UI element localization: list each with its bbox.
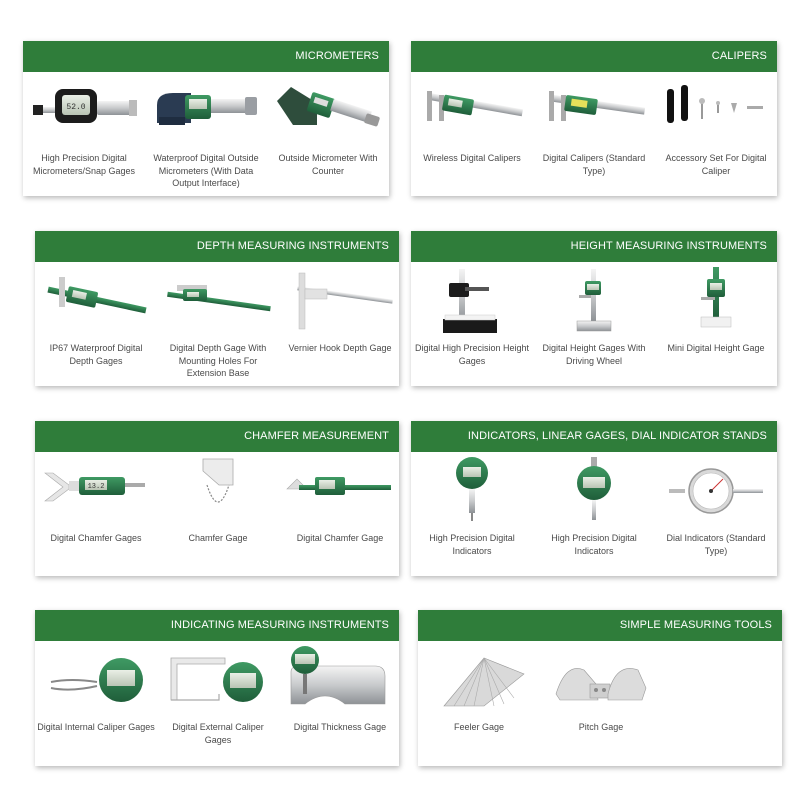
category-card-micrometers[interactable] xyxy=(23,41,389,196)
category-title[interactable]: SIMPLE MEASURING TOOLS xyxy=(418,610,782,641)
depth-gage-mounting-icon[interactable] xyxy=(159,264,277,338)
product-label[interactable]: High Precision Digital Indicators xyxy=(551,533,637,556)
product-label[interactable]: Waterproof Digital Outside Micrometers (With Data Output Interface) xyxy=(153,153,259,188)
product-label[interactable]: High Precision Digital Indicators xyxy=(429,533,515,556)
product-label[interactable]: Mini Digital Height Gage xyxy=(667,343,765,353)
product-item[interactable] xyxy=(411,262,533,367)
product-label[interactable]: Digital High Precision Height Gages xyxy=(414,343,530,366)
product-label[interactable]: Digital Internal Caliper Gages xyxy=(37,722,155,732)
product-label[interactable]: Digital Depth Gage With Mounting Holes For Extension Base xyxy=(169,343,267,378)
thickness-gage-icon[interactable] xyxy=(281,643,399,717)
caliper-accessory-icon[interactable] xyxy=(657,74,775,148)
wireless-caliper-icon[interactable] xyxy=(413,74,531,148)
product-item[interactable] xyxy=(540,641,662,734)
product-label[interactable]: IP67 Waterproof Digital Depth Gages xyxy=(49,343,143,366)
product-label[interactable]: Wireless Digital Calipers xyxy=(423,153,521,163)
product-item[interactable] xyxy=(411,452,533,557)
hook-depth-gage-icon[interactable] xyxy=(281,264,399,338)
waterproof-micrometer-icon[interactable] xyxy=(147,74,265,148)
product-label[interactable]: Digital External Caliper Gages xyxy=(172,722,264,745)
category-card-indicators[interactable] xyxy=(411,421,777,576)
product-item[interactable] xyxy=(418,641,540,734)
external-caliper-gage-icon[interactable] xyxy=(159,643,277,717)
product-label[interactable]: Accessory Set For Digital Caliper xyxy=(665,153,767,176)
product-item[interactable] xyxy=(533,452,655,557)
svg-text:13.2: 13.2 xyxy=(87,483,105,491)
product-item[interactable] xyxy=(267,72,389,190)
product-label[interactable]: Digital Chamfer Gages xyxy=(50,533,142,543)
chamfer-gage-icon[interactable] xyxy=(159,454,277,528)
counter-micrometer-icon[interactable] xyxy=(269,74,387,148)
product-item[interactable] xyxy=(35,641,157,746)
mini-height-gage-icon[interactable] xyxy=(657,264,775,338)
category-card-simple-measuring-tools[interactable] xyxy=(418,610,782,766)
product-item[interactable] xyxy=(157,641,279,746)
digital-micrometer-icon[interactable] xyxy=(25,74,143,148)
product-item[interactable] xyxy=(157,452,279,545)
digital-chamfer-gage-icon[interactable] xyxy=(281,454,399,528)
category-card-calipers[interactable] xyxy=(411,41,777,196)
digital-chamfer-gages-icon[interactable] xyxy=(37,454,155,528)
digital-caliper-icon[interactable] xyxy=(535,74,653,148)
dial-indicator-icon[interactable] xyxy=(657,454,775,528)
product-item[interactable] xyxy=(279,262,401,380)
product-label[interactable]: Pitch Gage xyxy=(578,722,624,732)
product-item[interactable] xyxy=(279,452,401,545)
category-card-chamfer-measurement[interactable] xyxy=(35,421,399,576)
product-label[interactable]: Digital Chamfer Gage xyxy=(296,533,384,543)
ip67-depth-gage-icon[interactable] xyxy=(37,264,155,338)
product-label[interactable]: High Precision Digital Micrometers/Snap Gages xyxy=(32,153,136,176)
height-gage-wheel-icon[interactable] xyxy=(535,264,653,338)
product-label[interactable]: Digital Thickness Gage xyxy=(293,722,387,732)
product-item[interactable] xyxy=(279,641,401,746)
product-item[interactable] xyxy=(411,72,533,177)
product-label[interactable]: Outside Micrometer With Counter xyxy=(278,153,378,176)
category-title[interactable]: MICROMETERS xyxy=(23,41,389,72)
category-title[interactable]: HEIGHT MEASURING INSTRUMENTS xyxy=(411,231,777,262)
product-label[interactable]: Dial Indicators (Standard Type) xyxy=(666,533,766,556)
product-item[interactable] xyxy=(655,262,777,367)
product-label[interactable]: Feeler Gage xyxy=(453,722,505,732)
category-title[interactable]: CALIPERS xyxy=(411,41,777,72)
precision-indicator-icon[interactable] xyxy=(413,454,531,528)
category-title[interactable]: INDICATING MEASURING INSTRUMENTS xyxy=(35,610,399,641)
product-label[interactable]: Vernier Hook Depth Gage xyxy=(288,343,392,353)
internal-caliper-gage-icon[interactable] xyxy=(37,643,155,717)
category-card-depth-measuring-instruments[interactable] xyxy=(35,231,399,386)
category-card-height-measuring-instruments[interactable] xyxy=(411,231,777,386)
product-item[interactable] xyxy=(145,72,267,190)
product-item[interactable] xyxy=(23,72,145,190)
product-item[interactable] xyxy=(655,452,777,557)
category-title[interactable]: CHAMFER MEASUREMENT xyxy=(35,421,399,452)
product-label[interactable]: Digital Calipers (Standard Type) xyxy=(542,153,646,176)
feeler-gage-icon[interactable] xyxy=(420,643,538,717)
product-item[interactable] xyxy=(533,72,655,177)
precision-height-gage-icon[interactable] xyxy=(413,264,531,338)
svg-text:52.0: 52.0 xyxy=(66,103,86,112)
category-title[interactable]: INDICATORS, LINEAR GAGES, DIAL INDICATOR STANDS xyxy=(411,421,777,452)
product-label[interactable]: Digital Height Gages With Driving Wheel xyxy=(542,343,646,366)
product-item[interactable] xyxy=(655,72,777,177)
category-title[interactable]: DEPTH MEASURING INSTRUMENTS xyxy=(35,231,399,262)
product-item[interactable] xyxy=(533,262,655,367)
category-card-indicating-measuring-instruments[interactable] xyxy=(35,610,399,766)
product-label[interactable]: Chamfer Gage xyxy=(188,533,248,543)
pitch-gage-icon[interactable] xyxy=(542,643,660,717)
digital-indicator-icon[interactable] xyxy=(535,454,653,528)
product-item[interactable] xyxy=(35,262,157,380)
product-item[interactable] xyxy=(157,262,279,380)
product-item[interactable] xyxy=(35,452,157,545)
